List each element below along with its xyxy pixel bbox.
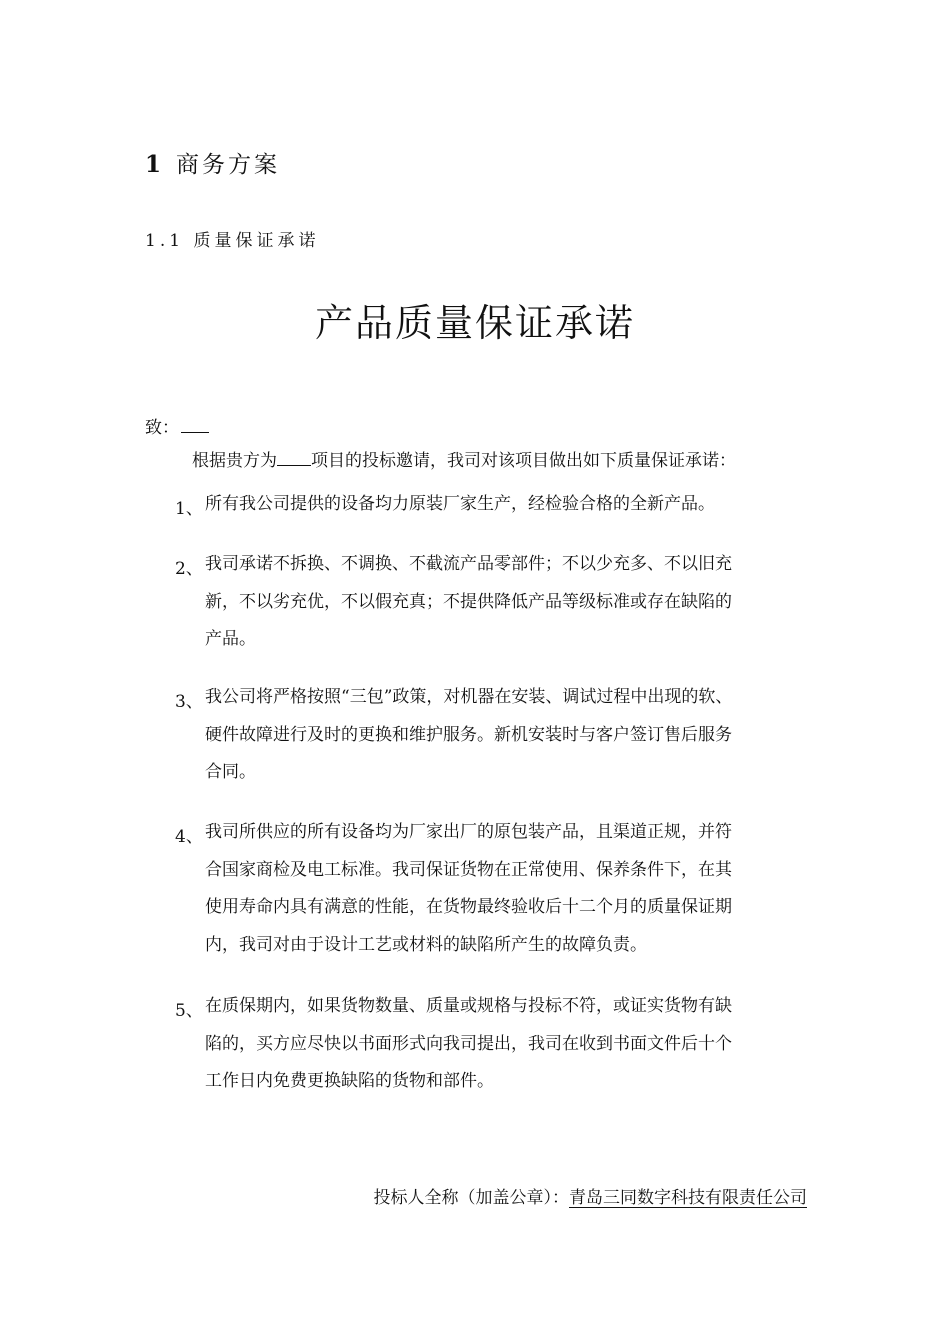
item-line: 我司所供应的所有设备均为厂家出厂的原包装产品，且渠道正规，并符 (205, 822, 732, 842)
addressee-line (145, 416, 209, 438)
item-line: 所有我公司提供的设备均力原装厂家生产，经检验合格的全新产品。 (205, 494, 715, 514)
addressee-blank (181, 416, 209, 433)
item-number: 2、 (175, 559, 203, 579)
item-line: 内，我司对由于设计工艺或材料的缺陷所产生的故障负责。 (205, 934, 647, 955)
commitment-item-2 (175, 554, 815, 667)
commitment-item-5 (175, 996, 815, 1109)
item-line: 我公司将严格按照“三包”政策，对机器在安装、调试过程中出现的软、 (205, 687, 733, 707)
section-number: 1 (145, 151, 165, 178)
project-blank (277, 449, 311, 466)
intro-paragraph (192, 449, 736, 471)
company-name: 青岛三同数字科技有限责任公司 (569, 1188, 807, 1208)
item-line: 我司承诺不拆换、不调换、不截流产品零部件；不以少充多、不以旧充 (205, 554, 732, 574)
item-line: 在质保期内，如果货物数量、质量或规格与投标不符，或证实货物有缺 (205, 996, 732, 1016)
document-title: 产品质量保证承诺 (314, 301, 635, 345)
item-number: 1、 (175, 499, 203, 519)
section-title: 商务方案 (176, 152, 281, 178)
commitment-item-1 (175, 494, 815, 532)
item-line: 使用寿命内具有满意的性能，在货物最终验收后十二个月的质量保证期 (205, 897, 732, 917)
item-line: 硬件故障进行及时的更换和维护服务。新机安装时与客户签订售后服务 (205, 724, 732, 745)
addressee-prefix: 致： (145, 418, 179, 438)
commitment-item-3 (175, 687, 815, 800)
intro-before: 根据贵方为 (192, 451, 277, 471)
item-number: 4、 (175, 827, 203, 847)
signature-label: 投标人全称（加盖公章）： (373, 1188, 569, 1208)
item-number: 3、 (175, 692, 203, 712)
section-heading (145, 146, 280, 179)
item-line: 新，不以劣充优，不以假充真；不提供降低产品等级标准或存在缺陷的 (205, 591, 732, 612)
subsection-heading: 1.1 质量保证承诺 (145, 231, 320, 251)
intro-after: 项目的投标邀请，我司对该项目做出如下质量保证承诺： (311, 451, 736, 471)
commitment-item-4 (175, 822, 815, 972)
item-line: 产品。 (205, 629, 256, 649)
item-line: 陷的，买方应尽快以书面形式向我司提出，我司在收到书面文件后十个 (205, 1033, 732, 1054)
signature-line (374, 1183, 808, 1208)
item-line: 合同。 (205, 762, 256, 782)
item-number: 5、 (175, 1001, 203, 1021)
item-line: 工作日内免费更换缺陷的货物和部件。 (205, 1071, 494, 1091)
item-line: 合国家商检及电工标准。我司保证货物在正常使用、保养条件下，在其 (205, 859, 732, 880)
